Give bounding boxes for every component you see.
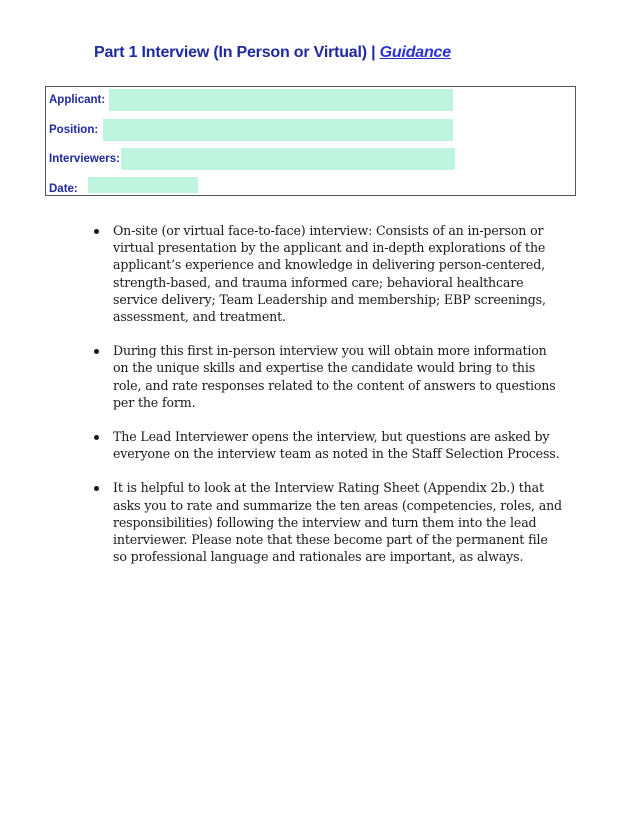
applicant-row <box>46 89 575 111</box>
list-item <box>92 428 562 462</box>
interviewers-label: Interviewers: <box>49 153 120 165</box>
list-item <box>92 479 562 565</box>
list-item <box>92 342 562 411</box>
position-field[interactable] <box>103 119 453 141</box>
interview-form <box>45 86 576 196</box>
position-label: Position: <box>49 124 99 136</box>
bullet-icon <box>94 486 99 491</box>
list-item <box>92 222 562 325</box>
bullet-text: It is helpful to look at the Interview Rating Sheet (Appendix 2b.) that asks you to rate and summarize the ten areas (competencies, roles, and responsibilities) following the interview and turn them into the lead interviewer. Please note that these become part of the permanent file so professional language and rationales are important, as always. <box>113 480 562 565</box>
page-title-main: Part 1 Interview (In Person or Virtual) | <box>94 44 380 61</box>
guidance-bullet-list <box>92 222 562 582</box>
bullet-text: The Lead Interviewer opens the interview, but questions are asked by everyone on the interview team as noted in the Staff Selection Process. <box>113 429 560 462</box>
bullet-icon <box>94 349 99 354</box>
bullet-text: On-site (or virtual face-to-face) interview: Consists of an in-person or virtual presentation by the applicant and in-depth explorations of the applicant’s experience and knowledge in delivering person-centered, strength-based, and trauma informed care; behavioral healthcare service delivery; Team Leadership and membership; EBP screenings, assessment, and treatment. <box>113 223 546 325</box>
bullet-text: During this first in-person interview you will obtain more information on the unique skills and expertise the candidate would bring to this role, and rate responses related to the content of answers to questions per the form. <box>113 343 556 410</box>
interviewers-row <box>46 148 575 170</box>
date-row <box>46 177 575 193</box>
date-label: Date: <box>49 183 78 195</box>
date-field[interactable] <box>88 177 198 193</box>
interviewers-field[interactable] <box>121 148 455 170</box>
bullet-icon <box>94 435 99 440</box>
applicant-field[interactable] <box>109 89 453 111</box>
page-title <box>94 44 451 62</box>
applicant-label: Applicant: <box>49 94 106 106</box>
guidance-link[interactable]: Guidance <box>379 44 451 61</box>
bullet-icon <box>94 229 99 234</box>
position-row <box>46 119 575 141</box>
